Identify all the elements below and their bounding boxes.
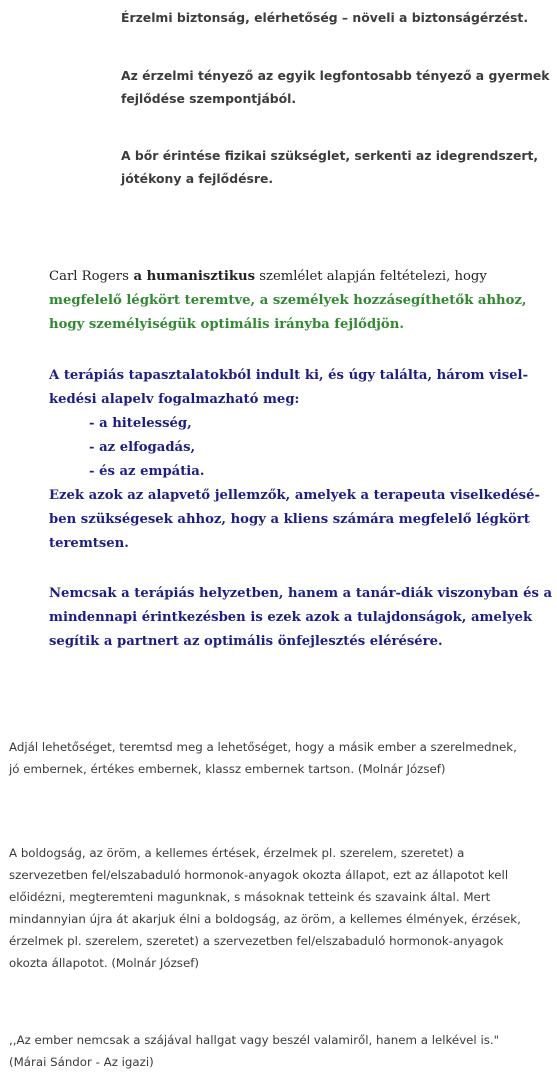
principles-list [49,412,540,484]
list-item: - az elfogadás, [89,440,196,455]
rogers-line-1: Carl Rogers a humanisztikus szemlélet alapján feltételezi, hogy [49,269,487,284]
list-item: - és az empátia. [89,464,205,479]
quote-molnar-1: Adjál lehetőséget, teremtsd meg a lehetőséget, hogy a másik ember a szerelmednek, jó embernek, értékes embernek, klassz embernek tartson. (Molnár József) [9,740,517,776]
paragraph-not-only: Nemcsak a terápiás helyzetben, hanem a tanár-diák viszonyban és a mindennapi érintkezésben is ezek azok a tulajdonságok, amelyek segítik a partnert az optimális önfejlesztés elérésére. [49,586,553,649]
paragraph-emotional-factor: Az érzelmi tényező az egyik legfontosabb tényező a gyermek fejlődése szempontjából. [121,68,550,106]
paragraph-emotional-security: Érzelmi biztonság, elérhetőség – növeli a biztonságérzést. [121,10,529,25]
paragraph-skin-touch: A bőr érintése fizikai szükséglet, serkenti az idegrendszert, jótékony a fejlődésre. [121,148,539,186]
paragraph-carl-rogers: Carl Rogers a humanisztikus szemlélet alapján feltételezi, hogy megfelelő légkört teremtve, a személyek hozzásegíthetők ahhoz, hogy személyiségük optimális irányba fejlődjön. [49,265,527,337]
quote-molnar-2: A boldogság, az öröm, a kellemes értések, érzelmek pl. szerelem, szeretet) a szervezetben fel/elszabaduló hormonok-anyagok okozta állapot, ezt az állapotot kell előidézni, megteremteni magunknak, s másoknak tetteink és szavaink által. Mert mindannyian újra át akarjuk élni a boldogság, az öröm, a kellemes élmények, érzések, érzelmek pl. szerelem, szeretet) a szervezetben fel/elszabaduló hormonok-anyagok okozta állapotot. (Molnár József) [9,846,521,970]
quote-marai: ,,Az ember nemcsak a szájával hallgat vagy beszél valamiről, hanem a lelkével is." (Márai Sándor - Az igazi) [9,1033,500,1069]
list-item: - a hitelesség, [89,416,192,431]
paragraph-therapy-principles: A terápiás tapasztalatokból indult ki, és úgy találta, három visel- kedési alapelv fogalmazható meg: - a hitelesség, - az elfogadás, - és az empátia. Ezek azok az alapvető jellemzők, amelyek a terapeuta viselkedésé- ben szükségesek ahhoz, hogy a kliens számára megfelelő légkört teremtsen. [49,368,540,551]
